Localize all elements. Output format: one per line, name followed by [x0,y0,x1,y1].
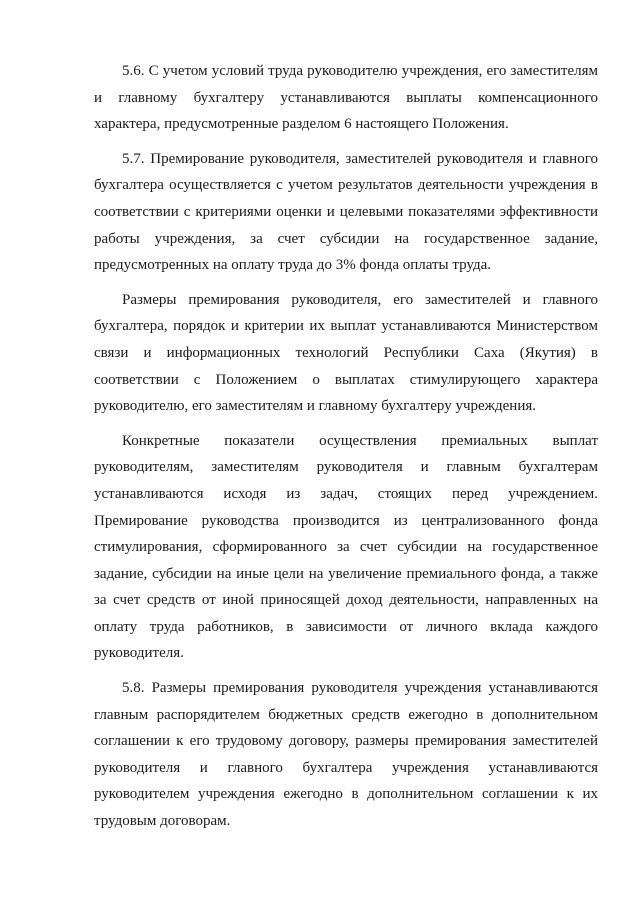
paragraph-5-8: 5.8. Размеры премирования руководителя учреждения устанавливаются главным распорядителем бюджетных средств ежегодно в дополнительном соглашении к его трудовому договору, размеры премирования заместителей руководителя и главного бухгалтера учреждения устанавливаются руководителем учреждения ежегодно в дополнительном соглашении к их трудовым договорам. [94,680,598,830]
paragraph-5-7: 5.7. Премирование руководителя, заместителей руководителя и главного бухгалтера осуществляется с учетом результатов деятельности учреждения в соответствии с критериями оценки и целевыми показателями эффективности работы учреждения, за счет субсидии на государственное задание, предусмотренных на оплату труда до 3% фонда оплаты труда. [94,150,598,274]
paragraph-5-6: 5.6. С учетом условий труда руководителю учреждения, его заместителям и главному бухгалтеру устанавливаются выплаты компенсационного характера, предусмотренные разделом 6 настоящего Положения. [94,63,598,133]
paragraph-bonus-indicators: Конкретные показатели осуществления премиальных выплат руководителям, заместителям руководителя и главным бухгалтерам устанавливаются исходя из задач, стоящих перед учреждением. Премирование руководства производится из централизованного фонда стимулирования, сформированного за счет субсидии на государственное задание, субсидии на иные цели на увеличение премиального фонда, а также за счет средств от иной приносящей доход деятельности, направленных на оплату труда работников, в зависимости от личного вклада каждого руководителя. [94,432,598,662]
paragraph-bonus-sizes: Размеры премирования руководителя, его заместителей и главного бухгалтера, порядок и критерии их выплат устанавливаются Министерством связи и информационных технологий Республики Саха (Якутия) в соответствии с Положением о выплатах стимулирующего характера руководителю, его заместителям и главному бухгалтеру учреждения. [94,291,598,415]
document-body [94,58,598,843]
